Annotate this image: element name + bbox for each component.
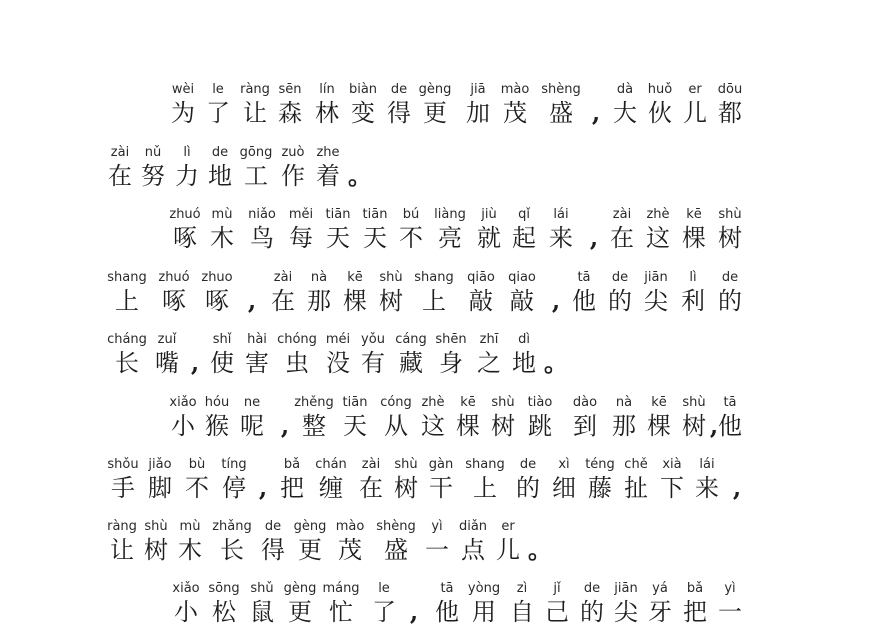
- text-line-7: [0, 457, 892, 519]
- hanzi: 伙: [648, 99, 672, 127]
- pinyin: lì: [183, 145, 191, 160]
- hanzi: 作: [281, 162, 305, 190]
- hanzi: 松: [212, 598, 236, 626]
- hanzi: 他: [572, 287, 596, 315]
- pinyin: chě: [624, 457, 648, 472]
- pinyin: yì: [724, 581, 736, 596]
- hanzi: 呢: [240, 412, 264, 440]
- pinyin: jiā: [470, 82, 486, 97]
- hanzi: 更: [298, 536, 322, 564]
- hanzi: 都: [718, 99, 742, 127]
- pinyin: bǎ: [686, 581, 704, 596]
- pinyin: gèng: [418, 82, 452, 97]
- hanzi: 嘴: [155, 349, 179, 377]
- pinyin: dì: [518, 332, 530, 347]
- pinyin: tā: [723, 395, 737, 410]
- pinyin: jǐ: [553, 581, 561, 596]
- punctuation: ,: [409, 597, 419, 626]
- pinyin: zài: [273, 270, 293, 285]
- pinyin: chán: [315, 457, 347, 472]
- punctuation: ,: [589, 223, 599, 252]
- pinyin: shèng: [541, 82, 581, 97]
- pinyin: lín: [319, 82, 335, 97]
- hanzi: 这: [421, 412, 445, 440]
- hanzi: 小: [174, 598, 198, 626]
- hanzi: 的: [608, 287, 632, 315]
- punctuation: 。: [348, 161, 372, 190]
- hanzi: 每: [289, 224, 313, 252]
- hanzi: 更: [423, 99, 447, 127]
- pinyin: gàn: [428, 457, 454, 472]
- pinyin: shang: [414, 270, 454, 285]
- pinyin: shēn: [435, 332, 467, 347]
- pinyin: diǎn: [458, 519, 488, 534]
- hanzi: 一: [425, 536, 449, 564]
- hanzi: 着: [316, 162, 340, 190]
- pinyin: dà: [616, 82, 634, 97]
- hanzi: 棵: [682, 224, 706, 252]
- pinyin: kē: [347, 270, 363, 285]
- hanzi: 棵: [456, 412, 480, 440]
- hanzi: 跳: [528, 412, 552, 440]
- pinyin: lái: [553, 207, 569, 222]
- punctuation: ,: [709, 411, 719, 440]
- pinyin: jiǎo: [148, 457, 172, 472]
- pinyin: ne: [243, 395, 261, 410]
- hanzi: 小: [171, 412, 195, 440]
- hanzi: 手: [111, 474, 135, 502]
- hanzi: 棵: [343, 287, 367, 315]
- hanzi: 亮: [438, 224, 462, 252]
- pinyin: bù: [188, 457, 206, 472]
- hanzi: 了: [206, 99, 230, 127]
- hanzi: 啄: [162, 287, 186, 315]
- pinyin: xì: [558, 457, 570, 472]
- pinyin: tiào: [527, 395, 553, 410]
- hanzi: 树: [682, 412, 706, 440]
- hanzi: 在: [610, 224, 634, 252]
- pinyin: qǐ: [518, 207, 530, 222]
- hanzi: 忙: [329, 598, 353, 626]
- pinyin: sēn: [278, 82, 302, 97]
- pinyin: niǎo: [248, 207, 276, 222]
- hanzi: 敲: [469, 287, 493, 315]
- hanzi: 的: [580, 598, 604, 626]
- hanzi: 把: [280, 474, 304, 502]
- hanzi: 天: [326, 224, 350, 252]
- hanzi: 的: [516, 474, 540, 502]
- pinyin: kē: [651, 395, 667, 410]
- pinyin: shù: [718, 207, 742, 222]
- hanzi: 在: [271, 287, 295, 315]
- pinyin: shù: [394, 457, 418, 472]
- hanzi: 来: [549, 224, 573, 252]
- pinyin: de: [611, 270, 629, 285]
- pinyin: dōu: [717, 82, 743, 97]
- pinyin: gèng: [293, 519, 327, 534]
- pinyin: tā: [440, 581, 454, 596]
- hanzi: 己: [545, 598, 569, 626]
- pinyin: tiān: [325, 207, 351, 222]
- hanzi: 他: [435, 598, 459, 626]
- hanzi: 一: [718, 598, 742, 626]
- pinyin: mào: [500, 82, 530, 97]
- hanzi: 下: [660, 474, 684, 502]
- hanzi: 盛: [384, 536, 408, 564]
- hanzi: 森: [278, 99, 302, 127]
- pinyin: zuò: [281, 145, 305, 160]
- pinyin: sōng: [208, 581, 240, 596]
- pinyin: zhè: [646, 207, 670, 222]
- pinyin: mào: [335, 519, 365, 534]
- punctuation: 。: [528, 535, 552, 564]
- text-line-2: [0, 145, 892, 207]
- pinyin: yì: [431, 519, 443, 534]
- hanzi: 之: [477, 349, 501, 377]
- hanzi: 长: [115, 349, 139, 377]
- pinyin: de: [211, 145, 229, 160]
- pinyin: shang: [107, 270, 147, 285]
- hanzi: 大: [613, 99, 637, 127]
- pinyin: zhuó: [169, 207, 201, 222]
- pinyin: cóng: [380, 395, 412, 410]
- hanzi: 到: [573, 412, 597, 440]
- pinyin: lái: [699, 457, 715, 472]
- pinyin: yòng: [467, 581, 501, 596]
- pinyin: téng: [585, 457, 615, 472]
- pinyin: shù: [682, 395, 706, 410]
- hanzi: 上: [473, 474, 497, 502]
- pinyin: máng: [322, 581, 360, 596]
- pinyin: shù: [379, 270, 403, 285]
- pinyin: shǒu: [107, 457, 139, 472]
- hanzi: 尖: [644, 287, 668, 315]
- hanzi: 使: [210, 349, 234, 377]
- hanzi: 起: [512, 224, 536, 252]
- hanzi: 有: [361, 349, 385, 377]
- pinyin: ràng: [107, 519, 137, 534]
- punctuation: ,: [190, 348, 200, 377]
- pinyin: le: [212, 82, 224, 97]
- pinyin: tiān: [342, 395, 368, 410]
- punctuation: ,: [258, 473, 268, 502]
- hanzi: 脚: [148, 474, 172, 502]
- hanzi: 那: [307, 287, 331, 315]
- hanzi: 鼠: [250, 598, 274, 626]
- hanzi: 天: [363, 224, 387, 252]
- punctuation: ,: [247, 286, 257, 315]
- pinyin: lì: [689, 270, 697, 285]
- pinyin: yǒu: [361, 332, 385, 347]
- pinyin: zài: [361, 457, 381, 472]
- pinyin: shù: [491, 395, 515, 410]
- hanzi: 茂: [338, 536, 362, 564]
- pinyin: zhe: [316, 145, 340, 160]
- pinyin: jiān: [644, 270, 668, 285]
- hanzi: 让: [243, 99, 267, 127]
- hanzi: 把: [683, 598, 707, 626]
- pinyin: mù: [179, 519, 201, 534]
- pinyin: yá: [652, 581, 668, 596]
- pinyin: de: [519, 457, 537, 472]
- text-line-4: [0, 270, 892, 332]
- pinyin: de: [583, 581, 601, 596]
- pinyin: ràng: [240, 82, 270, 97]
- hanzi: 这: [646, 224, 670, 252]
- hanzi: 地: [208, 162, 232, 190]
- text-line-6: [0, 395, 892, 457]
- hanzi: 不: [185, 474, 209, 502]
- text-line-5: [0, 332, 892, 394]
- hanzi: 自: [510, 598, 534, 626]
- pinyin: jiù: [481, 207, 497, 222]
- pinyin: le: [378, 581, 390, 596]
- hanzi: 得: [261, 536, 285, 564]
- hanzi: 猴: [205, 412, 229, 440]
- pinyin: biàn: [348, 82, 378, 97]
- hanzi: 茂: [503, 99, 527, 127]
- pinyin: tíng: [221, 457, 247, 472]
- hanzi: 缠: [319, 474, 343, 502]
- hanzi: 上: [115, 287, 139, 315]
- pinyin: de: [264, 519, 282, 534]
- pinyin: liàng: [434, 207, 466, 222]
- hanzi: 棵: [647, 412, 671, 440]
- hanzi: 更: [288, 598, 312, 626]
- pinyin: qiao: [508, 270, 536, 285]
- pinyin: bú: [402, 207, 420, 222]
- hanzi: 来: [695, 474, 719, 502]
- hanzi: 害: [245, 349, 269, 377]
- pinyin: zhěng: [294, 395, 334, 410]
- hanzi: 的: [718, 287, 742, 315]
- pinyin: nà: [310, 270, 328, 285]
- pinyin: xiǎo: [172, 581, 200, 596]
- pinyin: chóng: [277, 332, 317, 347]
- hanzi: 虫: [285, 349, 309, 377]
- hanzi: 树: [718, 224, 742, 252]
- text-line-9: [0, 581, 892, 643]
- pinyin: zhuo: [201, 270, 233, 285]
- hanzi: 地: [512, 349, 536, 377]
- hanzi: 不: [399, 224, 423, 252]
- pinyin: xià: [662, 457, 682, 472]
- pinyin: er: [501, 519, 515, 534]
- pinyin: cáng: [395, 332, 427, 347]
- hanzi: 为: [171, 99, 195, 127]
- hanzi: 藏: [399, 349, 423, 377]
- hanzi: 利: [681, 287, 705, 315]
- pinyin: dào: [572, 395, 598, 410]
- pinyin: kē: [686, 207, 702, 222]
- pinyin: zài: [612, 207, 632, 222]
- hanzi: 点: [461, 536, 485, 564]
- hanzi: 牙: [648, 598, 672, 626]
- pinyin: kē: [460, 395, 476, 410]
- hanzi: 扯: [624, 474, 648, 502]
- hanzi: 鸟: [250, 224, 274, 252]
- hanzi: 藤: [588, 474, 612, 502]
- hanzi: 得: [387, 99, 411, 127]
- hanzi: 在: [108, 162, 132, 190]
- hanzi: 加: [466, 99, 490, 127]
- pinyin: zì: [516, 581, 528, 596]
- pinyin: shǔ: [250, 581, 274, 596]
- text-line-3: [0, 207, 892, 269]
- pinyin: qiāo: [467, 270, 495, 285]
- hanzi: 天: [343, 412, 367, 440]
- hanzi: 干: [429, 474, 453, 502]
- punctuation: ,: [280, 411, 290, 440]
- hanzi: 儿: [683, 99, 707, 127]
- hanzi: 了: [372, 598, 396, 626]
- punctuation: ,: [591, 98, 601, 127]
- pinyin: bǎ: [283, 457, 301, 472]
- pinyin: zhuó: [158, 270, 190, 285]
- hanzi: 树: [491, 412, 515, 440]
- pinyin: jiān: [614, 581, 638, 596]
- hanzi: 细: [552, 474, 576, 502]
- pinyin: zhī: [479, 332, 499, 347]
- hanzi: 木: [210, 224, 234, 252]
- punctuation: 。: [544, 348, 568, 377]
- pinyin: shèng: [376, 519, 416, 534]
- pinyin: de: [390, 82, 408, 97]
- punctuation: ,: [732, 473, 742, 502]
- hanzi: 长: [220, 536, 244, 564]
- hanzi: 就: [477, 224, 501, 252]
- hanzi: 啄: [205, 287, 229, 315]
- hanzi: 让: [110, 536, 134, 564]
- pinyin: gèng: [283, 581, 317, 596]
- hanzi: 在: [359, 474, 383, 502]
- hanzi: 树: [144, 536, 168, 564]
- pinyin: de: [721, 270, 739, 285]
- pinyin: er: [688, 82, 702, 97]
- hanzi: 林: [315, 99, 339, 127]
- hanzi: 敲: [510, 287, 534, 315]
- pinyin: hài: [247, 332, 267, 347]
- hanzi: 停: [222, 474, 246, 502]
- pinyin: wèi: [171, 82, 195, 97]
- hanzi: 那: [612, 412, 636, 440]
- pinyin: xiǎo: [169, 395, 197, 410]
- hanzi: 从: [384, 412, 408, 440]
- pinyin: gōng: [239, 145, 273, 160]
- hanzi: 工: [244, 162, 268, 190]
- hanzi: 力: [175, 162, 199, 190]
- pinyin: měi: [288, 207, 314, 222]
- hanzi: 没: [326, 349, 350, 377]
- hanzi: 木: [178, 536, 202, 564]
- pinyin: huǒ: [647, 82, 673, 97]
- pinyin: méi: [325, 332, 351, 347]
- hanzi: 整: [302, 412, 326, 440]
- pinyin: nǔ: [144, 145, 162, 160]
- hanzi: 用: [472, 598, 496, 626]
- pinyin: shang: [465, 457, 505, 472]
- hanzi: 努: [141, 162, 165, 190]
- pinyin: zhǎng: [212, 519, 252, 534]
- pinyin: shǐ: [212, 332, 232, 347]
- pinyin: zài: [110, 145, 130, 160]
- hanzi: 身: [439, 349, 463, 377]
- hanzi: 啄: [173, 224, 197, 252]
- punctuation: ,: [551, 286, 561, 315]
- pinyin: mù: [211, 207, 233, 222]
- pinyin: tā: [577, 270, 591, 285]
- hanzi: 变: [351, 99, 375, 127]
- hanzi: 树: [379, 287, 403, 315]
- pinyin: cháng: [107, 332, 147, 347]
- pinyin: tiān: [362, 207, 388, 222]
- pinyin: zhè: [421, 395, 445, 410]
- hanzi: 树: [394, 474, 418, 502]
- hanzi: 上: [422, 287, 446, 315]
- text-line-8: [0, 519, 892, 581]
- hanzi: 盛: [549, 99, 573, 127]
- pinyin: zuǐ: [157, 332, 177, 347]
- text-line-1: [0, 82, 892, 144]
- hanzi: 儿: [496, 536, 520, 564]
- pinyin: hóu: [204, 395, 230, 410]
- hanzi: 尖: [614, 598, 638, 626]
- hanzi: 他: [718, 412, 742, 440]
- pinyin: shù: [144, 519, 168, 534]
- pinyin: nà: [615, 395, 633, 410]
